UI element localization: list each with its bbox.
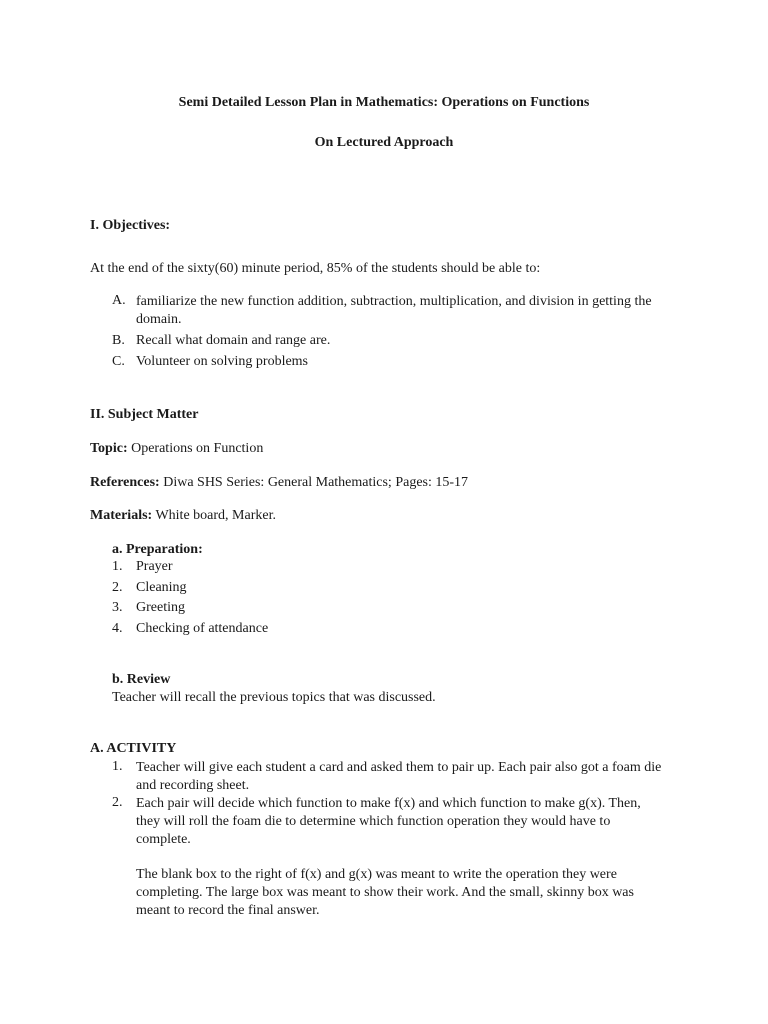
review-heading: b. Review: [112, 672, 171, 687]
objectives-heading: I. Objectives:: [90, 218, 171, 233]
preparation-item: [112, 621, 268, 637]
preparation-text: Prayer: [136, 559, 173, 574]
objective-text: Recall what domain and range are.: [136, 333, 331, 348]
document-subtitle: On Lectured Approach: [314, 135, 454, 150]
review-text: Teacher will recall the previous topics that was discussed.: [112, 690, 436, 705]
topic-line: [90, 441, 263, 457]
objective-item: [112, 293, 136, 309]
preparation-item: [112, 580, 187, 596]
activity-text: Each pair will decide which function to make f(x) and which function to make g(x). Then, they will roll the foam die to determine which function operation they would have to complete.: [136, 796, 641, 847]
materials-value: White board, Marker.: [152, 508, 276, 523]
objective-text: Volunteer on solving problems: [136, 354, 309, 369]
list-marker: 4.: [112, 621, 123, 636]
preparation-text: Greeting: [136, 600, 185, 615]
preparation-item: [112, 559, 173, 575]
list-marker: 1.: [112, 559, 123, 574]
preparation-item: [112, 600, 185, 616]
objectives-intro: At the end of the sixty(60) minute period, 85% of the students should be able to:: [90, 261, 541, 276]
activity-item: [112, 759, 136, 775]
list-marker: 1.: [112, 759, 123, 774]
list-marker: 2.: [112, 795, 123, 810]
references-value: Diwa SHS Series: General Mathematics; Pages: 15-17: [159, 475, 469, 490]
activity-heading: A. ACTIVITY: [90, 741, 177, 756]
document-title: Semi Detailed Lesson Plan in Mathematics: Operations on Functions: [178, 95, 590, 110]
topic-value: Operations on Function: [127, 441, 264, 456]
preparation-text: Checking of attendance: [136, 621, 269, 636]
subject-matter-heading: II. Subject Matter: [90, 407, 199, 422]
activity-paragraph: The blank box to the right of f(x) and g(x) was meant to write the operation they were completing. The large box was meant to show their work. And the small, skinny box was meant to record the final answer.: [136, 867, 634, 918]
list-marker: B.: [112, 333, 125, 348]
preparation-text: Cleaning: [136, 580, 187, 595]
objective-item: [112, 333, 330, 349]
objective-item: [112, 354, 308, 370]
list-marker: C.: [112, 354, 125, 369]
topic-label: Topic:: [90, 441, 128, 456]
materials-label: Materials:: [90, 508, 153, 523]
list-marker: 2.: [112, 580, 123, 595]
references-label: References:: [90, 475, 160, 490]
activity-item: [112, 795, 136, 811]
materials-line: [90, 508, 276, 524]
preparation-heading: a. Preparation:: [112, 542, 203, 557]
activity-text: Teacher will give each student a card and asked them to pair up. Each pair also got a foam die and recording sheet.: [136, 760, 662, 793]
references-line: [90, 475, 468, 491]
objective-text: familiarize the new function addition, subtraction, multiplication, and division in getting the domain.: [136, 294, 652, 327]
list-marker: A.: [112, 293, 126, 308]
list-marker: 3.: [112, 600, 123, 615]
